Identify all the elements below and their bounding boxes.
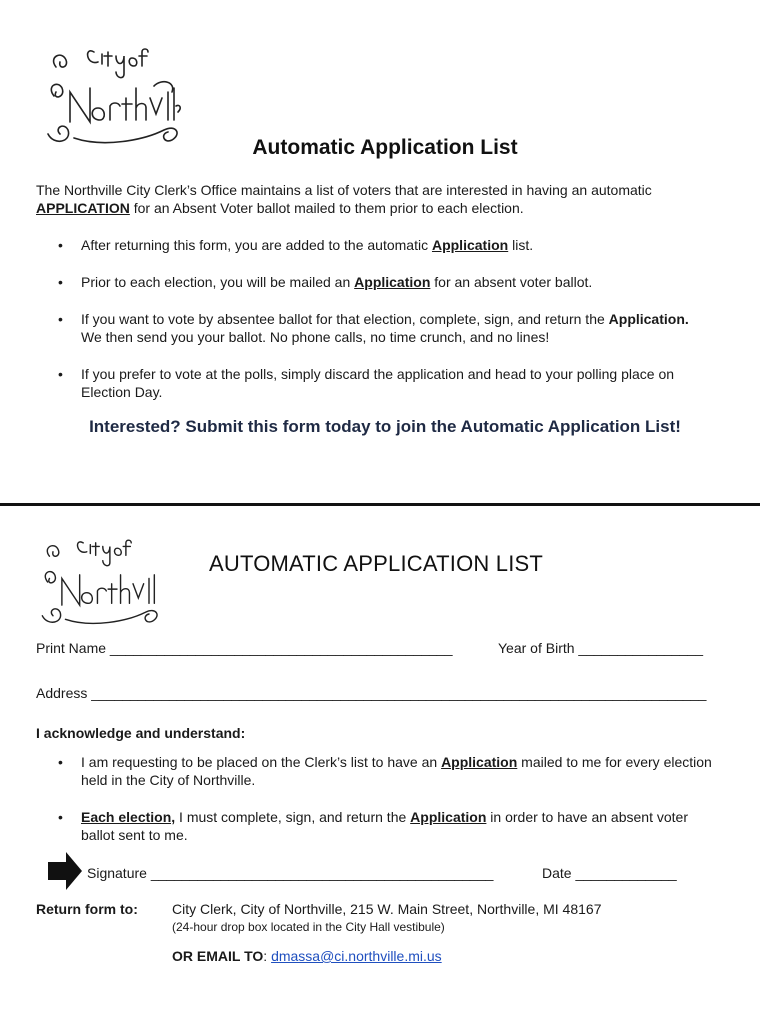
callout-text: Interested? Submit this form today to join the Automatic Application List! (89, 417, 681, 436)
info-bullet: • If you want to vote by absentee ballot for that election, complete, sign, and return the Application. We then send you your ballot. No phone calls, no time crunch, and no lines! (36, 310, 726, 346)
info-bullet: • If you prefer to vote at the polls, simply discard the application and head to your polling place on Election Day. (36, 365, 726, 401)
info-bullet: • Prior to each election, you will be mailed an Application for an absent voter ballot. (36, 273, 726, 291)
acknowledge-heading: I acknowledge and understand: (36, 725, 246, 741)
return-form-label: Return form to: (36, 901, 138, 917)
intro-text-2: for an Absent Voter ballot mailed to them prior to each election. (129, 200, 524, 216)
address-field[interactable]: Address _______________________________________________________________________________ (36, 685, 707, 701)
top-title: Automatic Application List (252, 136, 518, 159)
email-separator: : (263, 948, 272, 964)
signature-field[interactable]: Signature ____________________________________________ (87, 865, 494, 881)
email-label: OR EMAIL TO (172, 948, 264, 964)
date-field[interactable]: Date _____________ (542, 865, 677, 881)
intro-application-emphasis: APPLICATION (36, 200, 130, 216)
intro-paragraph (36, 181, 726, 217)
return-address: City Clerk, City of Northville, 215 W. Main Street, Northville, MI 48167 (172, 901, 602, 917)
acknowledge-bullet-list (36, 753, 716, 844)
drop-box-note: (24-hour drop box located in the City Hall vestibule) (172, 920, 445, 934)
city-of-northville-logo (44, 42, 184, 150)
section-divider (0, 503, 760, 506)
email-line (172, 947, 442, 965)
year-of-birth-field[interactable]: Year of Birth ________________ (498, 640, 703, 656)
email-link[interactable]: dmassa@ci.northville.mi.us (271, 948, 442, 964)
right-arrow-icon (48, 852, 82, 895)
print-name-field[interactable]: Print Name ____________________________________________ (36, 640, 453, 656)
info-bullet: • After returning this form, you are added to the automatic Application list. (36, 236, 726, 254)
info-bullet-list (36, 236, 726, 401)
acknowledge-bullet: • I am requesting to be placed on the Clerk’s list to have an Application mailed to me for every election held in the City of Northville. (36, 753, 716, 789)
intro-text-1: The Northville City Clerk’s Office maintains a list of voters that are interested in having an automatic (36, 182, 652, 198)
acknowledge-bullet: • Each election, I must complete, sign, and return the Application in order to have an absent voter ballot sent to me. (36, 808, 716, 844)
form-title: AUTOMATIC APPLICATION LIST (209, 551, 544, 576)
city-of-northville-logo-form (36, 534, 166, 630)
